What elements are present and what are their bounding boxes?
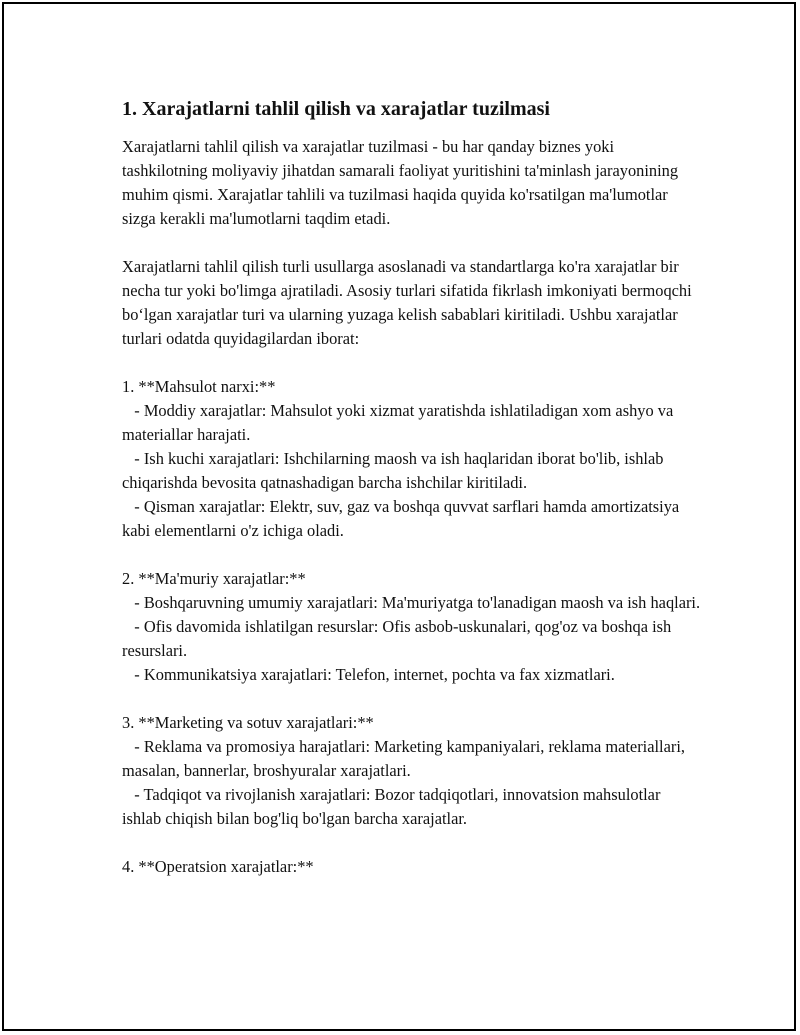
paragraph-gap — [122, 231, 702, 255]
section-heading: 1. **Mahsulot narxi:** — [122, 377, 276, 396]
section-product-cost — [122, 375, 702, 543]
list-item: - Reklama va promosiya harajatlari: Marketing kampaniyalari, reklama materiallari, masalan, bannerlar, broshyuralar xarajatlari. — [122, 737, 690, 780]
document-title: 1. Xarajatlarni tahlil qilish va xarajatlar tuzilmasi — [122, 98, 550, 120]
intro-paragraph: Xarajatlarni tahlil qilish va xarajatlar tuzilmasi - bu har qanday biznes yoki tashkilotning moliyaviy jihatdan samarali faoliyat yuritishini ta'minlash jarayonining muhim qismi. Xarajatlar tahlili va tuzilmasi haqida quyida ko'rsatilgan ma'lumotlar sizga kerakli ma'lumotlarni taqdim etadi. — [122, 137, 679, 228]
list-item: - Qisman xarajatlar: Elektr, suv, gaz va boshqa quvvat sarflari hamda amortizatsiya kabi elementlarni o'z ichiga oladi. — [122, 497, 684, 540]
list-item: - Ish kuchi xarajatlari: Ishchilarning maosh va ish haqlaridan iborat bo'lib, ishlab chiqarishda bevosita qatnashadigan barcha ishchilar kiritiladi. — [122, 449, 668, 492]
paragraph-gap — [122, 351, 702, 375]
paragraph-gap — [122, 543, 702, 567]
list-item: - Moddiy xarajatlar: Mahsulot yoki xizmat yaratishda ishlatiladigan xom ashyo va materiallar harajati. — [122, 401, 678, 444]
document-body — [122, 96, 702, 879]
section-marketing-costs — [122, 711, 702, 831]
section-heading: 4. **Operatsion xarajatlar:** — [122, 857, 314, 876]
list-item: - Boshqaruvning umumiy xarajatlari: Ma'muriyatga to'lanadigan maosh va ish haqlari. — [122, 593, 701, 612]
list-item: - Kommunikatsiya xarajatlari: Telefon, internet, pochta va fax xizmatlari. — [122, 665, 615, 684]
page-frame — [2, 2, 796, 1031]
list-item: - Tadqiqot va rivojlanish xarajatlari: Bozor tadqiqotlari, innovatsion mahsulotlar ishlab chiqish bilan bog'liq bo'lgan barcha xarajatlar. — [122, 785, 665, 828]
section-operational-costs — [122, 855, 702, 879]
section-heading: 3. **Marketing va sotuv xarajatlari:** — [122, 713, 374, 732]
paragraph-gap — [122, 687, 702, 711]
types-paragraph: Xarajatlarni tahlil qilish turli usullarga asoslanadi va standartlarga ko'ra xarajatlar bir necha tur yoki bo'limga ajratiladi. Asosiy turlari sifatida fikrlash imkoniyati bermoqchi bo‘lgan xarajatlar turi va ularning yuzaga kelish sabablari kiritiladi. Ushbu xarajatlar turlari odatda quyidagilardan iborat: — [122, 257, 692, 348]
section-administrative-costs — [122, 567, 702, 687]
section-heading: 2. **Ma'muriy xarajatlar:** — [122, 569, 306, 588]
paragraph-gap — [122, 831, 702, 855]
list-item: - Ofis davomida ishlatilgan resurslar: Ofis asbob-uskunalari, qog'oz va boshqa ish resurslari. — [122, 617, 676, 660]
